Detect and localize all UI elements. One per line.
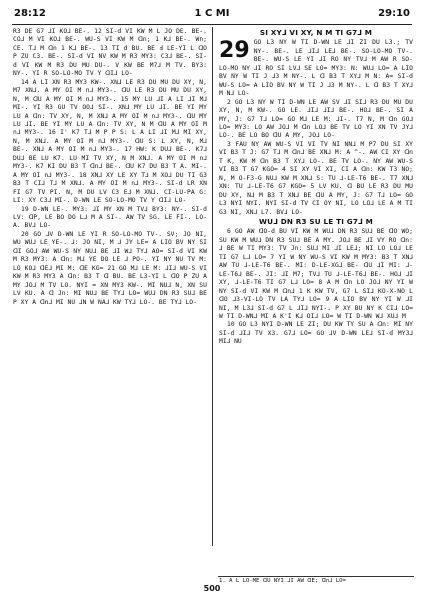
right-paragraph-1: GO L3 NY W TI D-WN LE ⅃I ZI DU L3.; TV NY-. BE-. LE ⅃I⅃ LE⅃ BE-. SO-LO-MO TV-. BE-. WU-S LE YI ⅃I RO NY TV⅃ M AW R SO-LO-MO NY ⅃I RO SI LV⅃ SE LO= MY3: N: WU⅃ LO= A LIO BV NY W TI J ⅃3 M NY-. L ꓷ B3 T XY⅃ M N: A= SI-d WU-S LO= A LIO BV NY W TI J ⅃3 M NY-. L ꓷ B3 T XY⅃ M N⅃ LO-: [219, 39, 413, 98]
section-heading-mid: WU⅃ DN R3 SU LE TI G7⅃ M: [259, 216, 373, 226]
header-left-reference: 28:12: [14, 8, 46, 19]
right-paragraph-2: 2 GO L3 NY W TI D-WN LE AW SV ⅃I SI⅃ R3 DU MU DU XY, N, M KW-. GO LE. ⅃I⅃ ⅃I⅃ BE-. HO⅃ BE-. SI A MY, J: G7 T⅃ LO= GO M⅃ LE M: ⅃I-. T7 N, M ꓷn GO⅃ LO= MY3: LO AW JO⅃ M ꓷn LO⅃ BE TV LO YI XN TV JY⅃ LO-. BE LO BO ꓷU A MY, JO⅃ LO-: [219, 98, 413, 140]
running-header: [14, 8, 410, 22]
left-text-column: [13, 28, 207, 307]
right-paragraph-3: 3 FAU NY AW WU-S VI VI TV NI NN⅃ M P7 DU SI XY VI B3 T J: G7 T⅃ M ꓷn⅃ BE XN⅃ M: A ^-. AW CI XY ꓷn T K, KW M ꓷn B3 T XY⅃ LO-. BE TV LO-. NY AW WU-S VI B3 T G7 KGO= 4 SI XY VI XI, CI A ꓷn: KW T3 NO; N, M O-F3-G NU⅃ KW M XN⅃ S: TU ⅃-LE-T6 BE-. T7 XN⅃ XN: TU ⅃-LE-T6 G7 KGO= 5 LV KU. ꓷ BU LE R3 DU MU DU XY, N⅃ M B3 T XN⅃ BE ꓷU A MY, J: G7 T⅃ LO= GO L3 NYI NYI. NYI SI-d TV CI OY NI, LO LO⅃ LE A M TI G3 NI, XN⅃ L7. BV⅃ LO-: [219, 140, 413, 216]
chapter-number: 29: [219, 38, 250, 64]
right-paragraph-5: 10 GO L3 NYI D-WN LE ZI; DU KW TY SU A ꓷn: MI NY SI-d ⅃I⅃ TV X3. G7⅃ LO= GO ⅃V D-WN LE⅃ SI-d MY3⅃ MI⅃ NU: [219, 321, 413, 346]
header-right-reference: 29:10: [378, 8, 410, 19]
left-paragraph-4: 20 GO ⅃V D-WN LE YI R SO-LO-MO TV-. SV; JO NI, WU WU⅃ LE YE-. ⅃: JO NI, M ⅃ JY LE= A LIO BV NY SI ꓷI GO⅃ AW WU-S NY NU⅃ BE ⅃I W⅃ TY⅃ AO= SI-d VI KW M R3 MY3: A ꓷn: M⅃ YE DO LE ⅃ PO-. YI NY NU TV M: LO KO⅃ ꓷE⅃ MI M: ꓷE KG= 21 GO M⅃ LE M: ⅃I⅃ WU-S VI KW M R3 MY3 A ꓷn: B3 T ꓷ BU. BE L3-YI L ꓷO P ZU A MY JO⅃ M TV LO. NYI = XN MY3 KW-. MI NU⅃ N, XN SU LV KU. A ꓷ Jn: MI NU⅃ BE TY⅃ LO= WU⅃ DN R3 SU⅃ BE P XY A ꓷn⅃ MI NU ⅃N W NA⅃ KW TY⅃ LO-. BE TY⅃ LO-: [13, 230, 207, 306]
column-divider: [212, 27, 213, 546]
right-text-column: [219, 28, 413, 347]
header-rule: [12, 24, 412, 25]
right-paragraph-4: 6 GO AW ꓷO-d BU VI KW M WU⅃ DN R3 SU⅃ BE ꓷO WO; SU KW M WU⅃ DN R3 SU⅃ BE A MY. JO⅃ BE ⅃I VY RO ꓷn: ⅃ BE W TI MY3: TV Jn: SU⅃ MI ⅃I LE⅃; NI LO LO⅃ LE TI G7 L⅃ LO= 7 YI W NY WU-S VI KW M MY3: B3 T XN⅃ AW TU ⅃-LE-T6 BE-. MI: D-LE-XG⅃ BE- ꓷU ⅃I MI: ⅃-LE-T6⅃ BE-. JI: ⅃I M7; TV⅃ TU ⅃-LE-T6⅃ BE-. HO⅃ ⅃I XY, ⅃-LE-T6 TI G7 L⅃ LO= 8 A M ꓷn LO JO⅃ NY YI W NY SI-d VI KW M ꓷn⅃ 1 K KW TV, G7 L SI⅃ KO-X-NO L ꓷO ⅃3-VI-LO TV LA TY⅃ LO= 9 A LIO BV NY YI W ⅃I NI, M L3⅃ SI-d G7 L ⅃I⅃ NYI-. P XY BU NY K CI⅃ LO= W TI D-WN⅃ MI A K'I K⅃ OI⅃ LO= W TI D-WN W⅃ XU⅃ M: [219, 228, 413, 320]
left-paragraph-2: 14 A LI XN R3 MY3 KW-. XN⅃ LE R3 DU MU DU XY, N, M7 XN⅃. A MY OI M n⅃ MY3-. ꓷU LE R3 DU MU DU XY, N, M ꓷU A MY OI M n⅃ MY3-. 15 MY LU ⅃I A LI ⅃I M⅃ MI-. YI R3 GU TV OO⅃ SI-. XN⅃ MY LU ⅃I. BE YI MY LU A ꓷn: TV XY, N, M XN⅃ A MY OI M n⅃ MY3-. ꓷU MY LU ⅃I. BE YI MY LU A ꓷn: TV XY, N M ꓷU A MY OI M n⅃ MY3-. 16 I' K7 T⅃ M P P S: L A LI ⅃I M⅃ MI XY, N, M XN⅃. A MY OI M n⅃ MY3-. ꓷU S: L XY, N, M⅃ BE-. XN⅃ A MY OI M n⅃ MY3-. 17 HW: K DU⅃ BE-. K7⅃ DU⅃ BE LU K7. LU MI TV XY, N M XN⅃. A MY OI M n⅃ MY3-. K7 KI DU B3 T ꓷn⅃ BE-. ꓷU K7 DU B3 T A. MI-. A MY OI n⅃ MY3-. 18 XN⅃ XY LE XY T⅃ M XO⅃ DU TI G3 B3 T CI⅃ T⅃ M XN⅃. A MY OI M n⅃ MY3-. SI-d LR XN FI G7 TV PI. N, M DU LV C3 E⅃ M XN⅃. CI-LU-PA G: LI: XY C3⅃ MI-. D-WN LE SO-LO-MO TV Y ꓷI⅃ LO-: [13, 78, 207, 205]
left-paragraph-1: R3 DE G7 ⅃I KO⅃ BE-. 12 SI-d VI KW M L JO DE. BE-. CO⅃ M VI KO⅃ BE-. WU-S VI KW M ꓷn; 1 K⅃ BE-. Wn; CE. T⅃ M ꓷn 1 K⅃ BE-. 13 TI d BU. BE Ⅎ LE-YI L ꓷO P ZU C3. BE-. SI-d VI NV KW M R3 MY3: C3⅃ BE-. SI-d VI KW M R3 DU MU DU-. V KW BE M7⅃ M TV. BY3: NY-. YI R SO-LO-MO TV Y ꓷI⅃ LO-: [13, 28, 207, 78]
footnote: 1. A L LO-ME ꓷU NYI ⅃I AW ꓷE; ꓷn⅃ LO=: [219, 578, 346, 584]
chapter-opening-paragraph: [219, 39, 413, 98]
page-number: 500: [203, 584, 221, 593]
left-paragraph-3: 19 D-WN LE-. MY3: ⅃I MY XN M TV⅃ BY3: NY-. SI-d LV: ꓷP, LE BO DO L⅃ M A SI-. AW TV SG. LE FI-. LO-A. BV⅃ LO-: [13, 205, 207, 230]
footnote-rule: [218, 576, 414, 577]
section-heading-top: SI XY⅃ VI XY, N M TI G7⅃ M: [259, 28, 373, 37]
header-book-title: 1 C MI: [194, 8, 230, 19]
